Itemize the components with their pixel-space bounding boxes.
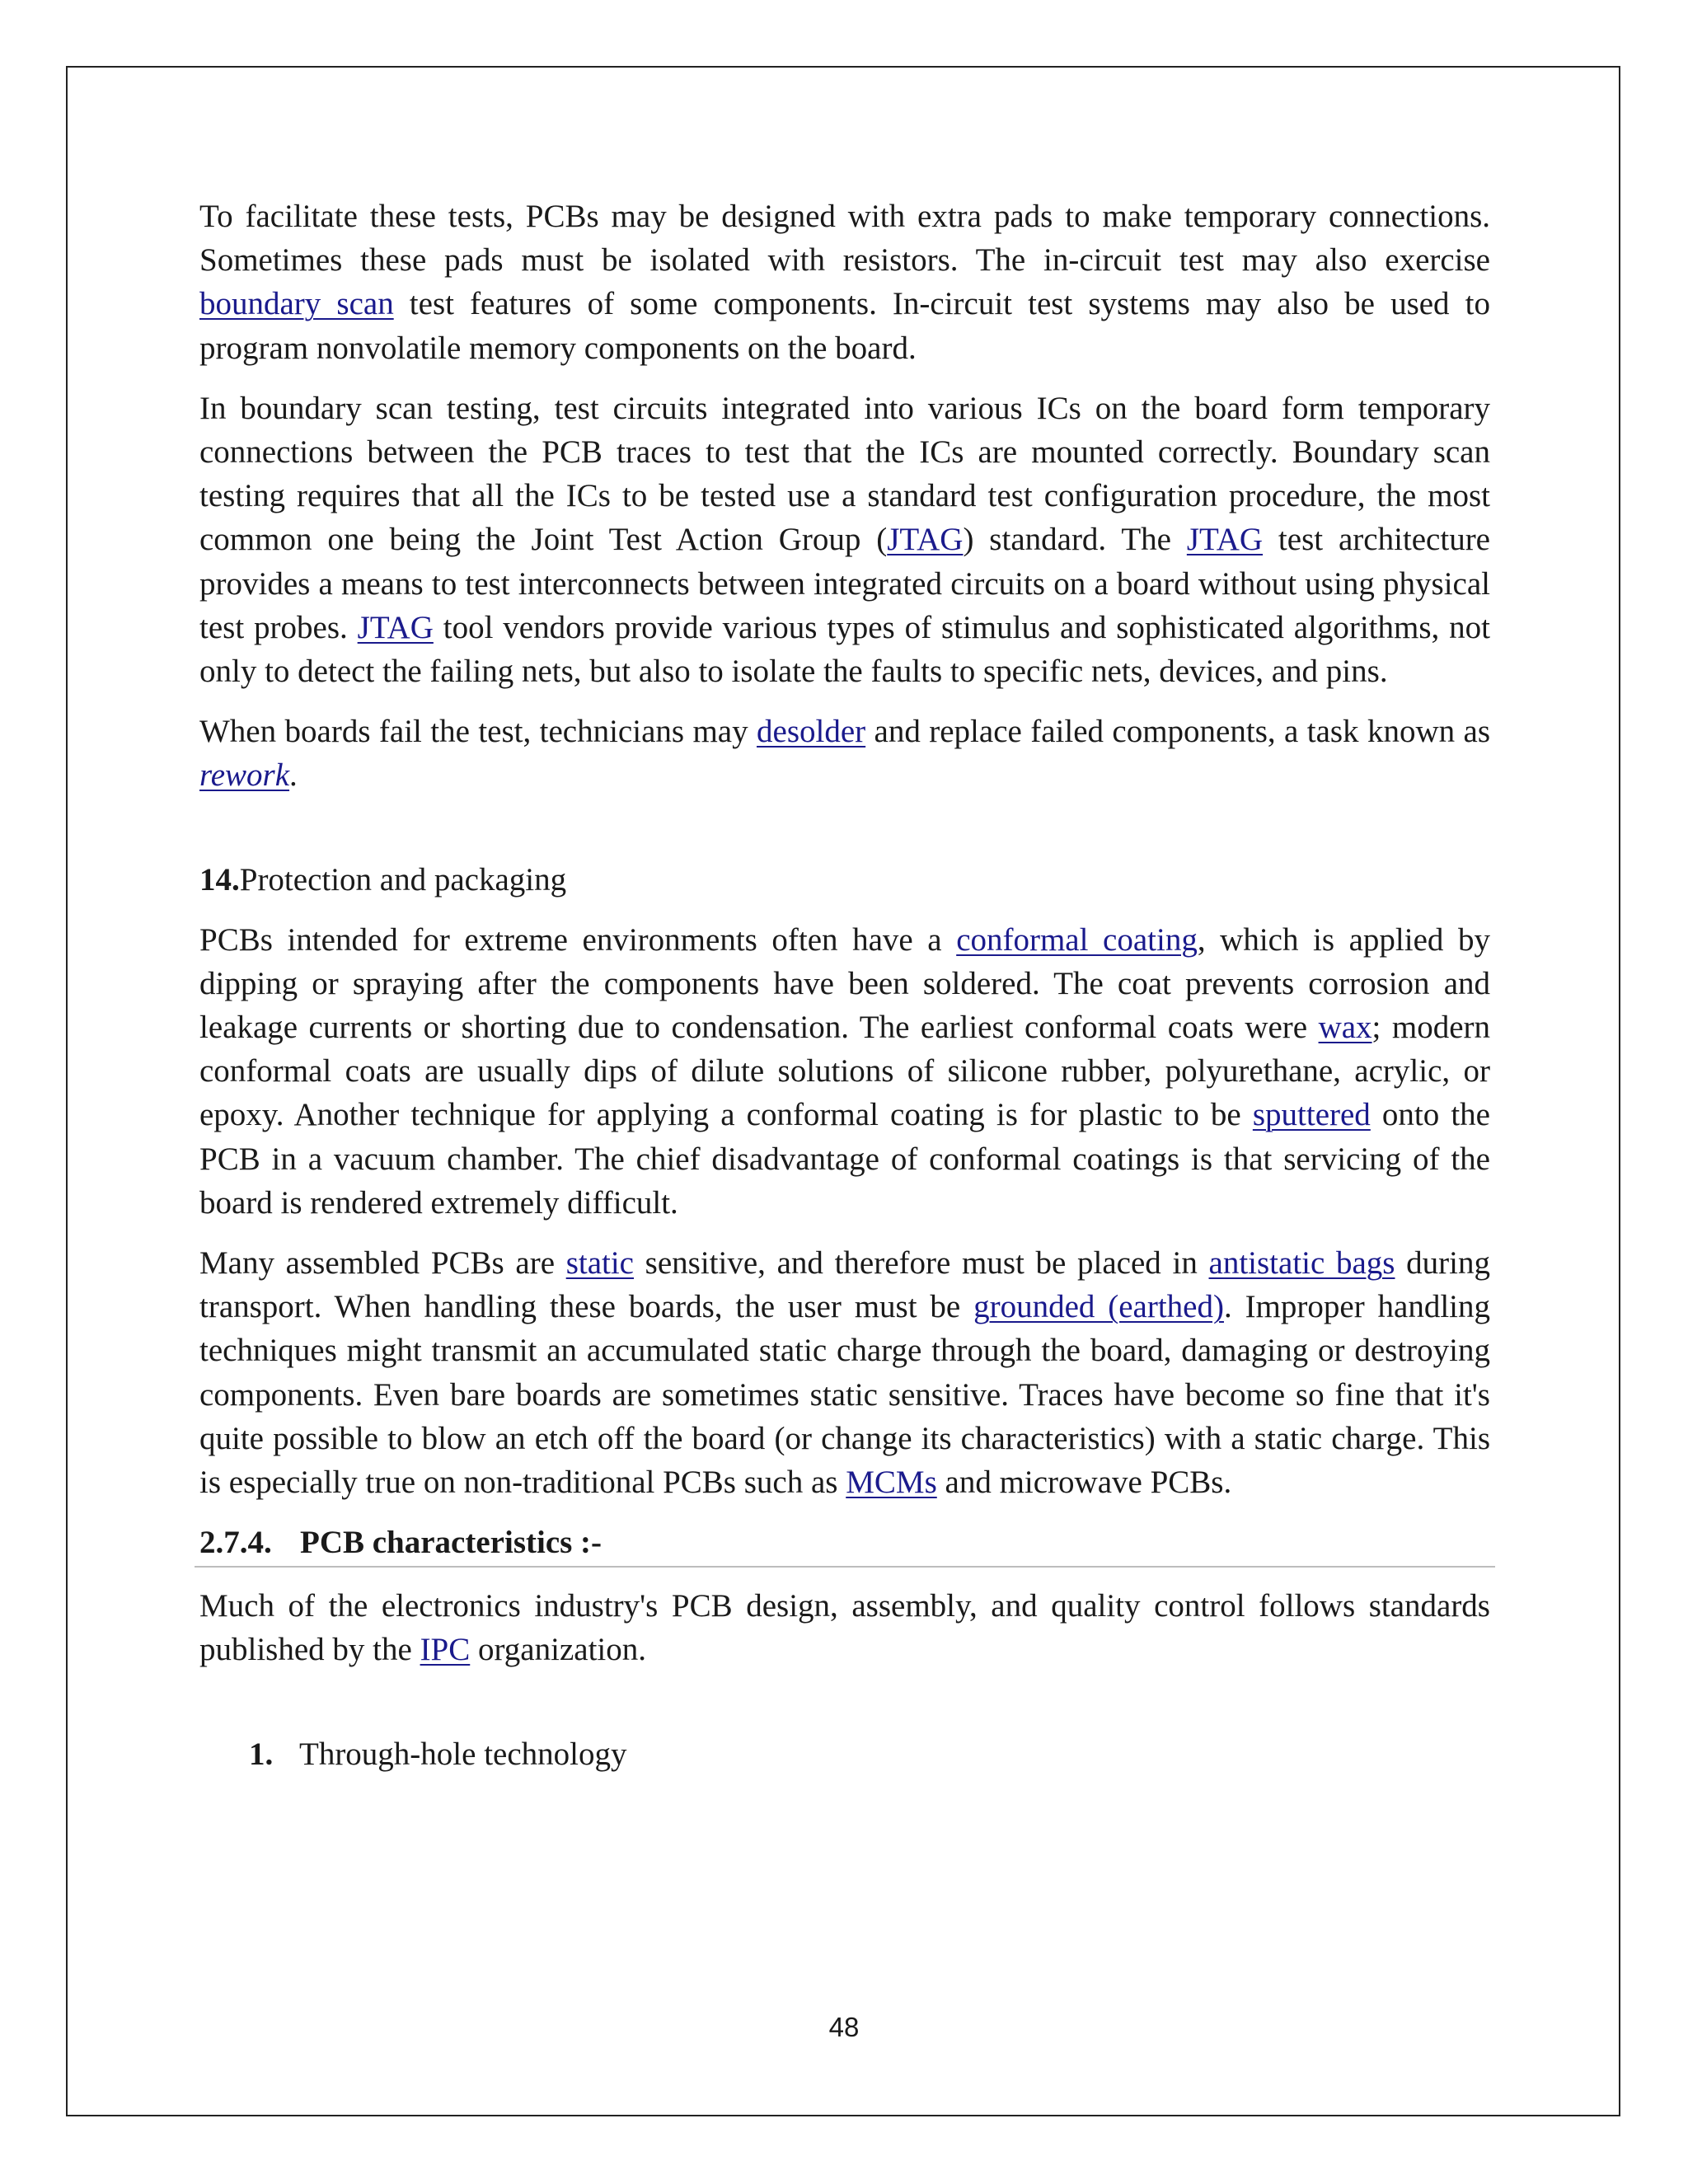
paragraph-rework	[199, 710, 1490, 797]
text-run: To facilitate these tests, PCBs may be designed with extra pads to make temporary connections. Sometimes these pads must be isolated with resistors. The in-circuit test may also exercise	[199, 199, 1490, 279]
text-run: . Improper handling techniques might transmit an accumulated static charge through the board, damaging or destroying components. Even bare boards are sometimes static sensitive. Traces have become so fine that it's quite possible to blow an etch off the board (or change its characteristics) with a static charge. This is especially true on non-traditional PCBs such as	[199, 1289, 1491, 1501]
link-grounded-earthed[interactable]: grounded (earthed)	[973, 1289, 1224, 1325]
section-title: PCB characteristics :-	[300, 1525, 603, 1561]
link-jtag-1[interactable]: JTAG	[887, 522, 964, 558]
text-run: PCBs intended for extreme environments often have a	[199, 921, 957, 958]
text-run: Much of the electronics industry's PCB design, assembly, and quality control follows standards published by the	[199, 1588, 1490, 1668]
document-body	[199, 194, 1490, 1776]
text-run: test architecture provides a means to test interconnects between integrated circuits on a board without using physical test probes.	[199, 522, 1490, 645]
text-run: test features of some components. In-circuit test systems may also be used to program nonvolatile memory components on the board.	[199, 286, 1490, 366]
text-run: ) standard. The	[963, 522, 1187, 558]
link-desolder[interactable]: desolder	[757, 714, 866, 750]
link-rework[interactable]: rework	[199, 757, 290, 794]
paragraph-ipc-standards	[199, 1584, 1490, 1671]
list-item-through-hole	[249, 1732, 1490, 1776]
link-jtag-3[interactable]: JTAG	[357, 609, 434, 645]
paragraph-boundary-scan	[199, 387, 1490, 693]
text-run: onto the PCB in a vacuum chamber. The chief disadvantage of conformal coatings is that servicing of the board is rendered extremely difficult.	[199, 1097, 1490, 1221]
text-run: and replace failed components, a task known as	[865, 714, 1491, 750]
text-run: and microwave PCBs.	[936, 1465, 1232, 1501]
paragraph-static-sensitive	[199, 1241, 1490, 1504]
text-run: tool vendors provide various types of stimulus and sophisticated algorithms, not only to detect the failing nets, but also to isolate the faults to specific nets, devices, and pins.	[199, 609, 1490, 690]
link-mcms[interactable]: MCMs	[846, 1465, 937, 1501]
text-run: In boundary scan testing, test circuits integrated into various ICs on the board form temporary connections between the PCB traces to test that the ICs are mounted correctly. Boundary scan testing requires that all the ICs to be tested use a standard test configuration procedure, the most common one being the Joint Test Action Group (	[199, 390, 1490, 558]
text-run: ; modern conformal coats are usually dips of dilute solutions of silicone rubber, polyurethane, acrylic, or epoxy. Another technique for applying a conformal coating is for plastic to be	[199, 1010, 1490, 1133]
section-number: 2.7.4.	[199, 1525, 272, 1561]
link-ipc[interactable]: IPC	[420, 1632, 471, 1668]
text-run: Many assembled PCBs are	[199, 1245, 566, 1282]
text-run: .	[289, 757, 298, 794]
link-sputtered[interactable]: sputtered	[1252, 1097, 1371, 1133]
link-static[interactable]: static	[565, 1245, 634, 1282]
heading-protection-packaging	[199, 858, 1490, 902]
link-wax[interactable]: wax	[1318, 1010, 1372, 1046]
paragraph-conformal-coating	[199, 918, 1490, 1225]
link-jtag-2[interactable]: JTAG	[1186, 522, 1264, 558]
paragraph-test-pads	[199, 194, 1490, 370]
text-run: , which is applied by dipping or spraying after the components have been soldered. The coat prevents corrosion and leakage currents or shorting due to condensation. The earliest conformal coats were	[199, 921, 1490, 1046]
section-heading-pcb-characteristics	[195, 1521, 1495, 1568]
heading-number: 14.	[199, 861, 240, 898]
text-run: during transport. When handling these boards, the user must be	[199, 1245, 1490, 1325]
link-boundary-scan[interactable]: boundary scan	[199, 286, 394, 322]
text-run: When boards fail the test, technicians may	[199, 714, 757, 750]
text-run: sensitive, and therefore must be placed in	[634, 1245, 1209, 1282]
link-conformal-coating[interactable]: conformal coating	[956, 921, 1198, 958]
heading-title: Protection and packaging	[239, 861, 567, 898]
list-item-number: 1.	[249, 1736, 274, 1772]
list-item-text: Through-hole technology	[299, 1736, 627, 1772]
link-antistatic-bags[interactable]: antistatic bags	[1208, 1245, 1395, 1282]
page-number: 48	[828, 2012, 860, 2042]
text-run: organization.	[470, 1632, 646, 1668]
